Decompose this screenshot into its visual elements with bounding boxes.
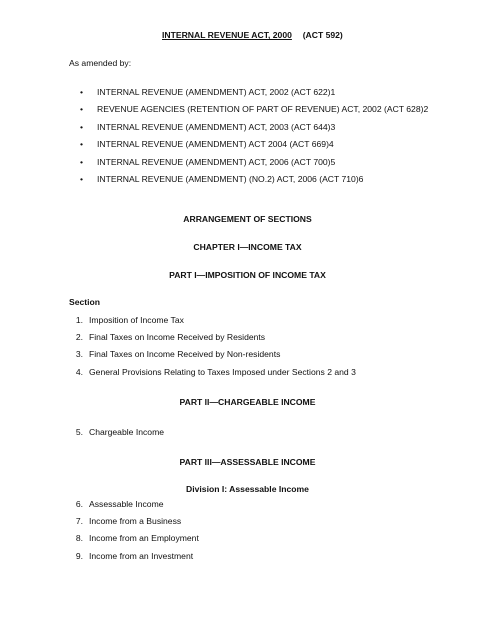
list-item: 2. Final Taxes on Income Received by Residents [75, 332, 266, 343]
list-item: 9. Income from an Investment [75, 550, 194, 561]
bullet-icon: • [80, 173, 84, 184]
act-title: INTERNAL REVENUE ACT, 2000 [162, 30, 292, 40]
list-item: 1. Imposition of Income Tax [75, 315, 184, 325]
list-item: • REVENUE AGENCIES (RETENTION OF PART OF REVENUE) ACT, 2002 (ACT 628)2 [80, 104, 429, 115]
part2-heading: PART II—CHARGEABLE INCOME [179, 397, 316, 407]
list-item: 6. Assessable Income [75, 499, 164, 509]
bullet-icon: • [80, 139, 84, 150]
list-item: • INTERNAL REVENUE (AMENDMENT) ACT, 2002 (ACT 622)1 [80, 87, 336, 97]
part3-heading: PART III—ASSESSABLE INCOME [179, 457, 316, 467]
part2-section-list [69, 425, 164, 442]
act-number: (ACT 592) [302, 30, 343, 40]
list-item: 5. Chargeable Income [75, 427, 165, 437]
arrangement-heading: ARRANGEMENT OF SECTIONS [183, 214, 312, 224]
bullet-icon: • [80, 104, 84, 115]
list-item: • INTERNAL REVENUE (AMENDMENT) ACT, 2003 (ACT 644)3 [80, 121, 336, 132]
part1-section-list [69, 313, 356, 382]
part3-section-list [69, 497, 199, 566]
bullet-icon: • [80, 121, 84, 132]
chapter-heading: CHAPTER I—INCOME TAX [193, 242, 302, 252]
list-item: 3. Final Taxes on Income Received by Non-residents [75, 349, 281, 360]
part1-heading: PART I—IMPOSITION OF INCOME TAX [169, 270, 326, 280]
division1-heading: Division I: Assessable Income [186, 484, 309, 494]
list-item: 7. Income from a Business [75, 516, 182, 527]
bullet-icon: • [80, 156, 84, 167]
list-item: • INTERNAL REVENUE (AMENDMENT) ACT, 2006 (ACT 700)5 [80, 156, 336, 167]
act-heading [162, 30, 343, 40]
section-label: Section [69, 297, 101, 307]
list-item: • INTERNAL REVENUE (AMENDMENT) ACT 2004 (ACT 669)4 [80, 139, 334, 150]
list-item: 4. General Provisions Relating to Taxes Imposed under Sections 2 and 3 [75, 366, 356, 377]
amended-by-label: As amended by: [69, 58, 132, 68]
list-item: 8. Income from an Employment [75, 533, 199, 544]
bullet-icon: • [80, 87, 84, 97]
list-item: • INTERNAL REVENUE (AMENDMENT) (NO.2) ACT, 2006 (ACT 710)6 [80, 173, 364, 184]
amendment-list [80, 85, 428, 189]
